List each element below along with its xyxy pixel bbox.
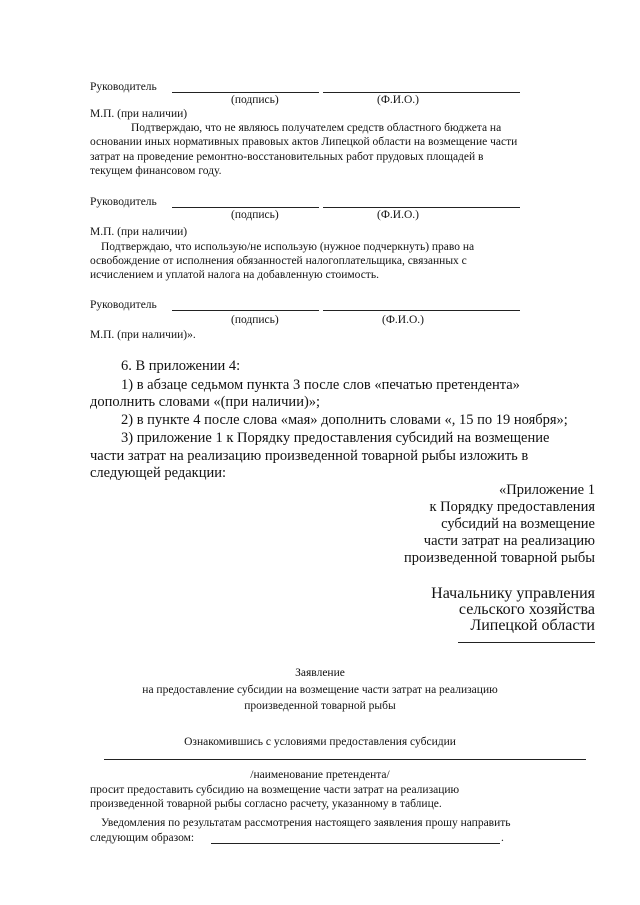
- signature-caption: (подпись): [231, 314, 279, 326]
- request-line: произведенной товарной рыбы согласно расчету, указанному в таблице.: [90, 798, 442, 810]
- seal-note: М.П. (при наличии)».: [90, 329, 196, 341]
- signer-role: Руководитель: [90, 81, 157, 93]
- statement-subtitle: произведенной товарной рыбы: [244, 700, 396, 712]
- paragraph-line: текущем финансовом году.: [90, 165, 222, 177]
- appendix-line: «Приложение 1: [499, 482, 595, 498]
- notification-method-line: [211, 843, 500, 844]
- notification-line: следующим образом:: [90, 832, 195, 844]
- fio-line: [323, 207, 520, 208]
- appendix-line: произведенной товарной рыбы: [404, 550, 595, 566]
- addressee-line: Липецкой области: [470, 617, 595, 634]
- paragraph-line: освобождение от исполнения обязанностей налогоплательщика, связанных с: [90, 255, 467, 267]
- fio-caption: (Ф.И.О.): [377, 94, 419, 106]
- section-heading: 6. В приложении 4:: [121, 358, 241, 374]
- signature-line: [172, 310, 319, 311]
- statement-title: Заявление: [295, 667, 345, 679]
- amendment-line: 1) в абзаце седьмом пункта 3 после слов «печатью претендента»: [121, 377, 520, 393]
- signer-role: Руководитель: [90, 299, 157, 311]
- seal-note: М.П. (при наличии): [90, 108, 188, 120]
- fio-caption: (Ф.И.О.): [382, 314, 424, 326]
- paragraph-line: исчислением и уплатой налога на добавленную стоимость.: [90, 269, 379, 281]
- paragraph-line: Подтверждаю, что использую/не использую (нужное подчеркнуть) право на: [101, 241, 475, 253]
- seal-note: М.П. (при наличии): [90, 226, 188, 238]
- addressee-line: сельского хозяйства: [458, 601, 595, 618]
- fio-line: [323, 310, 520, 311]
- statement-subtitle: на предоставление субсидии на возмещение части затрат на реализацию: [142, 684, 498, 696]
- signature-caption: (подпись): [231, 209, 279, 221]
- addressee-name-line: [458, 642, 595, 643]
- signature-caption: (подпись): [231, 94, 279, 106]
- notification-line: Уведомления по результатам рассмотрения настоящего заявления прошу направить: [101, 817, 511, 829]
- appendix-line: субсидий на возмещение: [441, 516, 595, 532]
- appendix-line: к Порядку предоставления: [429, 499, 595, 515]
- applicant-name-line: [104, 759, 586, 760]
- paragraph-line: основании иных нормативных правовых актов Липецкой области на возмещение части: [90, 136, 518, 148]
- signer-role: Руководитель: [90, 196, 157, 208]
- amendment-line: 3) приложение 1 к Порядку предоставления субсидий на возмещение: [121, 430, 550, 446]
- statement-intro: Ознакомившись с условиями предоставления субсидии: [184, 736, 456, 748]
- appendix-line: части затрат на реализацию: [423, 533, 595, 549]
- paragraph-line: Подтверждаю, что не являюсь получателем средств областного бюджета на: [131, 122, 502, 134]
- amendment-line: следующей редакции:: [90, 465, 227, 481]
- request-line: просит предоставить субсидию на возмещение части затрат на реализацию: [90, 784, 460, 796]
- notification-end: .: [501, 832, 504, 844]
- fio-caption: (Ф.И.О.): [377, 209, 419, 221]
- amendment-line: части затрат на реализацию произведенной товарной рыбы изложить в: [90, 448, 529, 464]
- fio-line: [323, 92, 520, 93]
- amendment-line: 2) в пункте 4 после слова «мая» дополнить словами «, 15 по 19 ноября»;: [121, 412, 568, 428]
- applicant-name-caption: /наименование претендента/: [250, 769, 390, 781]
- amendment-line: дополнить словами «(при наличии)»;: [90, 394, 321, 410]
- paragraph-line: затрат на проведение ремонтно-восстановительных работ прудовых площадей в: [90, 151, 484, 163]
- addressee-line: Начальнику управления: [431, 585, 595, 602]
